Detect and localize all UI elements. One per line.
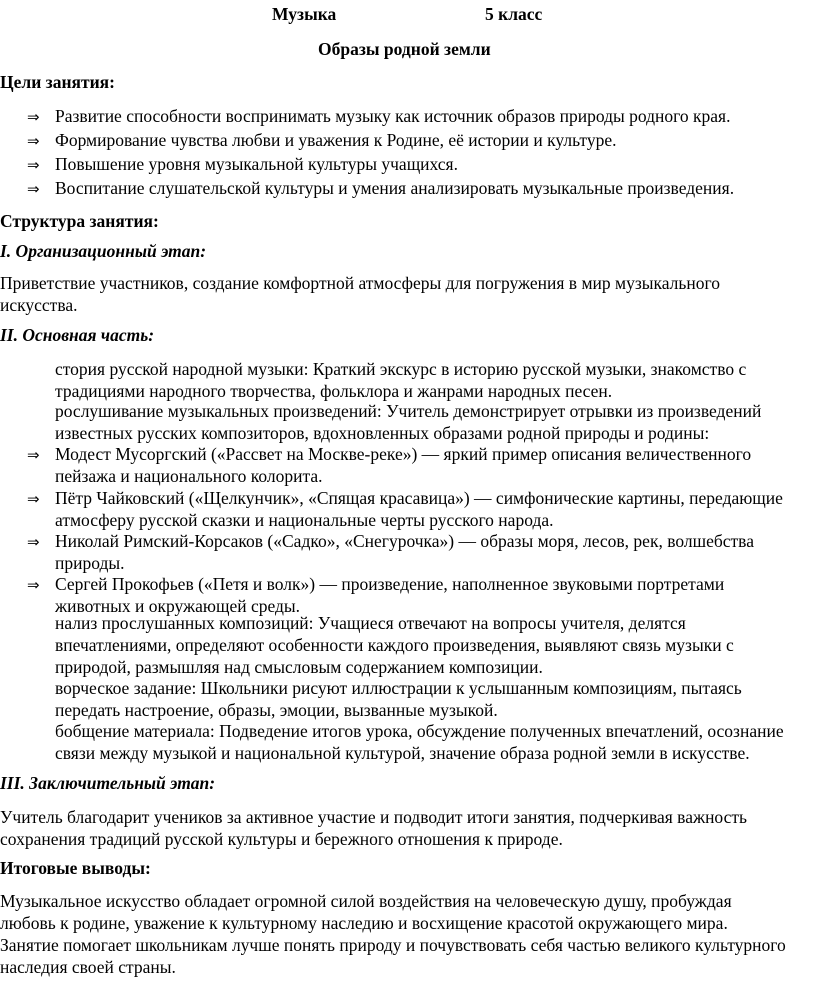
double-arrow-right-icon: ⇒ xyxy=(27,446,40,464)
double-arrow-right-icon: ⇒ xyxy=(27,132,40,150)
conclusions-heading: Итоговые выводы: xyxy=(0,858,151,878)
listening-paragraph: рослушивание музыкальных произведений: Учитель демонстрирует отрывки из произведений известных русских композиторов, вдохновленных образами родной природы и родины: xyxy=(55,401,762,443)
grade-label: 5 класс xyxy=(485,4,543,24)
analysis-paragraph: нализ прослушанных композиций: Учащиеся отвечают на вопросы учителя, делятся впечатлениями, определяют особенности каждого произведения, выявляют связь музыки с природой, размышляя над смысловым содержанием композиции. xyxy=(55,613,734,677)
page-title: Образы родной земли xyxy=(318,39,491,59)
creative-paragraph: ворческое задание: Школьники рисуют иллюстрации к услышанным композициям, пытаясь передать настроение, образы, эмоции, вызванные музыкой. xyxy=(55,678,742,720)
stage2-heading: II. Основная часть: xyxy=(0,325,155,345)
double-arrow-right-icon: ⇒ xyxy=(27,108,40,126)
structure-heading: Структура занятия: xyxy=(0,211,159,231)
stage1-text: Приветствие участников, создание комфортной атмосферы для погружения в мир музыкального искусства. xyxy=(0,273,720,315)
goal-item: Формирование чувства любви и уважения к Родине, её истории и культуре. xyxy=(55,130,617,150)
double-arrow-right-icon: ⇒ xyxy=(27,180,40,198)
goals-heading: Цели занятия: xyxy=(0,72,115,92)
composer-item: Николай Римский-Корсаков («Садко», «Снегурочка») — образы моря, лесов, рек, волшебства природы. xyxy=(55,531,754,573)
double-arrow-right-icon: ⇒ xyxy=(27,490,40,508)
goal-item: Повышение уровня музыкальной культуры учащихся. xyxy=(55,154,458,174)
stage3-text: Учитель благодарит учеников за активное участие и подводит итоги занятия, подчеркивая важность сохранения традиций русской культуры и бережного отношения к природе. xyxy=(0,807,748,849)
subject-label: Музыка xyxy=(272,4,337,24)
composer-item: Пётр Чайковский («Щелкунчик», «Спящая красавица») — симфонические картины, передающие атмосферу русской сказки и национальные черты русского народа. xyxy=(55,488,783,530)
stage1-heading: I. Организационный этап: xyxy=(0,241,207,261)
stage3-heading: III. Заключительный этап: xyxy=(0,773,216,793)
history-paragraph: стория русской народной музыки: Краткий экскурс в историю русской музыки, знакомство с традициями народного творчества, фольклора и жанрами народных песен. xyxy=(55,359,747,401)
composer-item: Сергей Прокофьев («Петя и волк») — произведение, наполненное звуковыми портретами животных и окружающей среды. xyxy=(55,574,725,616)
conclusions-text: Музыкальное искусство обладает огромной силой воздействия на человеческую душу, пробуждая любовь к родине, уважение к культурному наследию и восхищение красотой окружающего мира. Занятие помогает школьникам лучше понять природу и почувствовать себя частью великого культурного наследия своей страны. xyxy=(0,891,786,977)
composer-item: Модест Мусоргский («Рассвет на Москве-реке») — яркий пример описания величественного пейзажа и национального колорита. xyxy=(55,444,752,486)
goal-item: Воспитание слушательской культуры и умения анализировать музыкальные произведения. xyxy=(55,178,735,198)
double-arrow-right-icon: ⇒ xyxy=(27,576,40,594)
double-arrow-right-icon: ⇒ xyxy=(27,156,40,174)
summary-paragraph: бобщение материала: Подведение итогов урока, обсуждение полученных впечатлений, осознание связи между музыкой и национальной культурой, значение образа родной земли в искусстве. xyxy=(55,721,784,763)
goal-item: Развитие способности воспринимать музыку как источник образов природы родного края. xyxy=(55,106,731,126)
double-arrow-right-icon: ⇒ xyxy=(27,533,40,551)
